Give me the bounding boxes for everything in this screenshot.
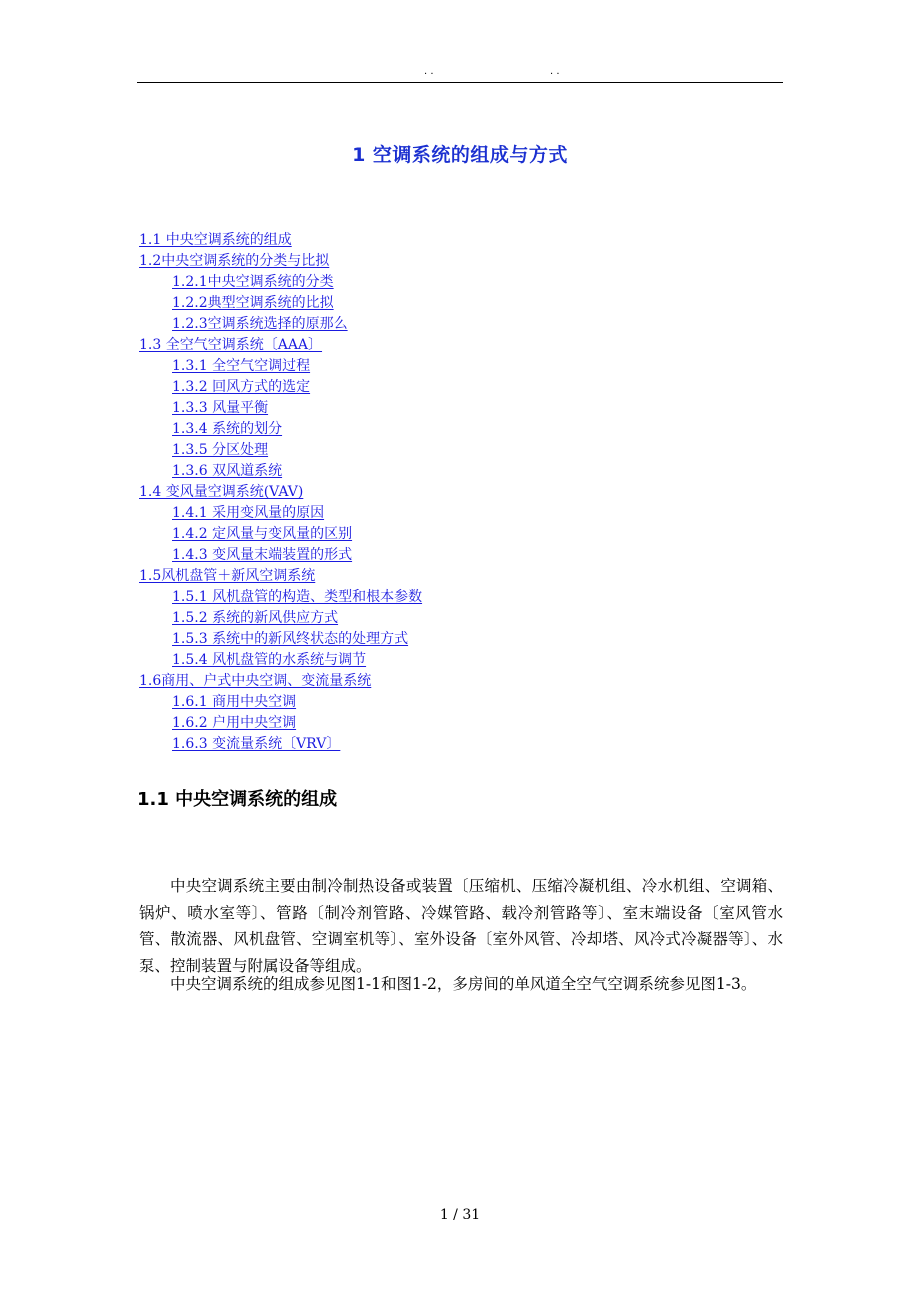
toc-item	[139, 671, 779, 692]
toc-item	[139, 461, 779, 482]
toc-link[interactable]: 1.6.2 户用中央空调	[172, 715, 297, 731]
toc-link[interactable]: 1.6.1 商用中央空调	[172, 694, 297, 710]
toc-item	[139, 314, 779, 335]
toc-link[interactable]: 1.3.5 分区处理	[172, 442, 269, 458]
toc-link[interactable]: 1.3 全空气空调系统〔AAA〕	[139, 337, 323, 353]
toc-link[interactable]: 1.4.2 定风量与变风量的区别	[172, 526, 353, 542]
toc-item	[139, 713, 779, 734]
header-dots-right: . .	[550, 66, 560, 77]
toc-link[interactable]: 1.5.2 系统的新风供应方式	[172, 610, 339, 626]
toc-item	[139, 566, 779, 587]
toc-item	[139, 251, 779, 272]
table-of-contents	[139, 230, 779, 755]
toc-link[interactable]: 1.2.1中央空调系统的分类	[172, 274, 334, 290]
document-title: 1 空调系统的组成与方式	[352, 144, 568, 166]
toc-link[interactable]: 1.3.3 风量平衡	[172, 400, 269, 416]
page-header	[137, 66, 783, 80]
toc-link[interactable]: 1.1 中央空调系统的组成	[139, 232, 292, 248]
toc-link[interactable]: 1.5.1 风机盘管的构造、类型和根本参数	[172, 589, 423, 605]
toc-item	[139, 503, 779, 524]
body-paragraph-1: 中央空调系统主要由制冷制热设备或装置〔压缩机、压缩冷凝机组、冷水机组、空调箱、锅炉、喷水室等〕、管路〔制冷剂管路、冷媒管路、载冷剂管路等〕、室末端设备〔室风管水管、散流器、风机盘管、空调室机等〕、室外设备〔室外风管、冷却塔、风冷式冷凝器等〕、水泵、控制装置与附属设备等组成。	[139, 877, 783, 975]
toc-link[interactable]: 1.2.3空调系统选择的原那么	[172, 316, 348, 332]
toc-item	[139, 608, 779, 629]
page-number: 1 / 31	[439, 1207, 481, 1223]
toc-link[interactable]: 1.4.1 采用变风量的原因	[172, 505, 325, 521]
toc-link[interactable]: 1.5.4 风机盘管的水系统与调节	[172, 652, 367, 668]
header-rule	[137, 82, 783, 83]
toc-item	[139, 272, 779, 293]
toc-item	[139, 545, 779, 566]
toc-link[interactable]: 1.3.2 回风方式的选定	[172, 379, 311, 395]
section-title: 1.1 中央空调系统的组成	[137, 789, 338, 810]
toc-item	[139, 734, 779, 755]
header-dots-left: . .	[424, 66, 434, 77]
toc-link[interactable]: 1.2.2典型空调系统的比拟	[172, 295, 334, 311]
toc-link[interactable]: 1.3.1 全空气空调过程	[172, 358, 311, 374]
toc-link[interactable]: 1.2中央空调系统的分类与比拟	[139, 253, 330, 269]
toc-link[interactable]: 1.3.6 双风道系统	[172, 463, 283, 479]
toc-link[interactable]: 1.6商用、户式中央空调、变流量系统	[139, 673, 372, 689]
toc-item	[139, 482, 779, 503]
toc-item	[139, 440, 779, 461]
toc-link[interactable]: 1.5.3 系统中的新风终状态的处理方式	[172, 631, 409, 647]
toc-item	[139, 419, 779, 440]
body-paragraph-2: 中央空调系统的组成参见图1-1和图1-2，多房间的单风道全空气空调系统参见图1-3。	[170, 975, 757, 993]
toc-item	[139, 293, 779, 314]
toc-item	[139, 692, 779, 713]
toc-item	[139, 377, 779, 398]
toc-item	[139, 629, 779, 650]
toc-link[interactable]: 1.3.4 系统的划分	[172, 421, 283, 437]
toc-item	[139, 524, 779, 545]
toc-link[interactable]: 1.6.3 变流量系统〔VRV〕	[172, 736, 341, 752]
toc-item	[139, 650, 779, 671]
toc-link[interactable]: 1.5风机盘管＋新风空调系统	[139, 568, 316, 584]
toc-item	[139, 587, 779, 608]
toc-link[interactable]: 1.4 变风量空调系统(VAV)	[139, 484, 304, 500]
toc-item	[139, 398, 779, 419]
toc-item	[139, 230, 779, 251]
toc-link[interactable]: 1.4.3 变风量末端装置的形式	[172, 547, 353, 563]
toc-item	[139, 356, 779, 377]
toc-item	[139, 335, 779, 356]
